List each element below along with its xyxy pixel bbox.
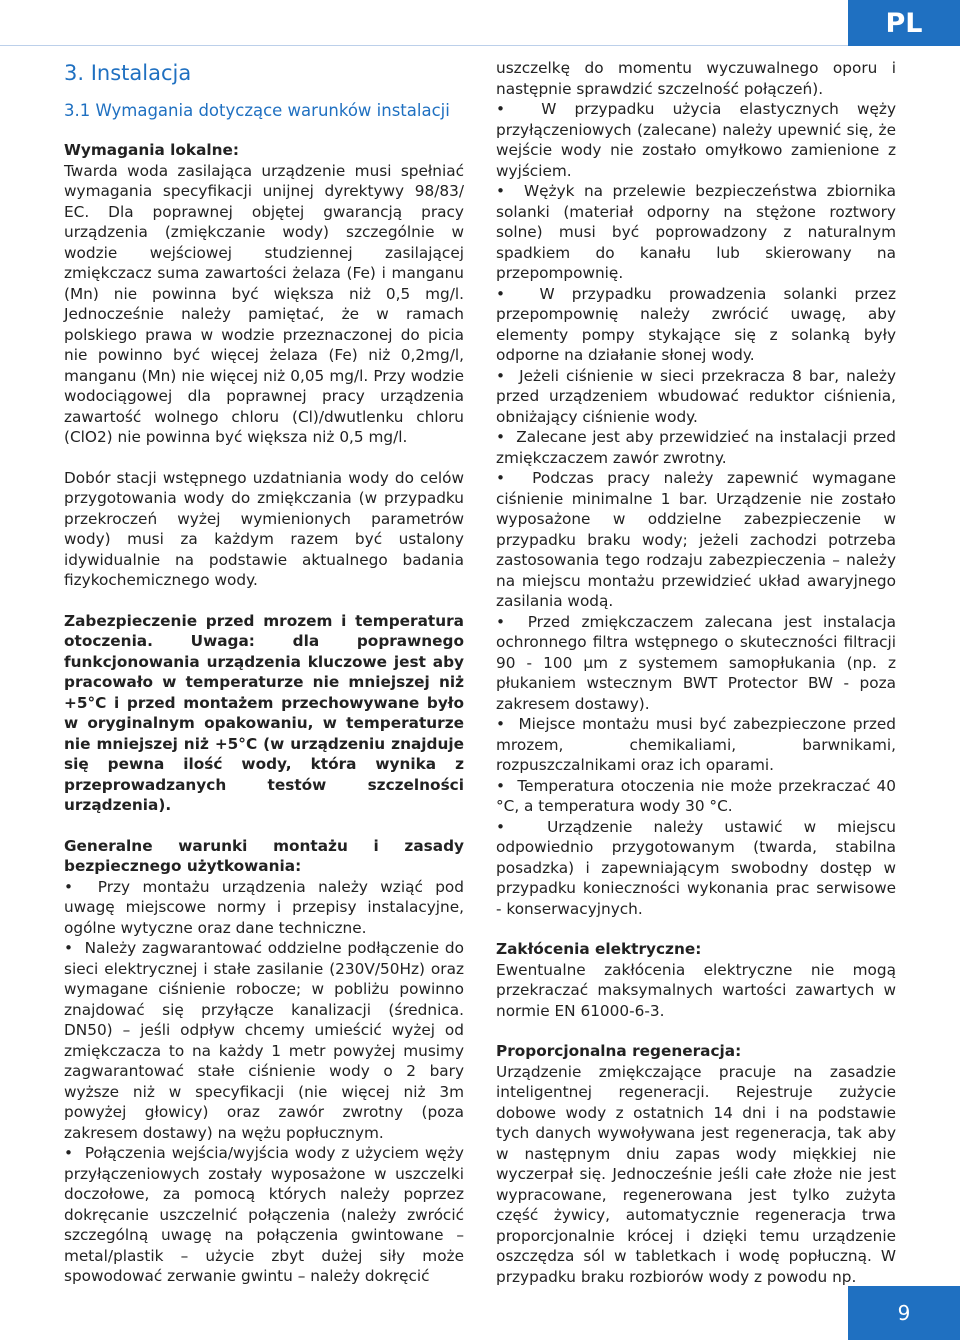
general-bullet: • Przy montażu urządzenia należy wziąć pod uwagę miejscowe normy i przepisy instalacyjne, ogólne wytyczne oraz dane techniczne.: [64, 877, 464, 939]
regeneration-text: Urządzenie zmiękczające pracuje na zasadzie inteligentnej regeneracji. Rejestruje zużycie dobowe wody z ostatnich 14 dni i na podstawie tych danych wywoływana jest regeneracja, tak aby w następnym dniu zapas wody miękkiej nie wyczerpał się. Jednocześnie jeśli całe złoże nie jest wypracowane, regenerowana jest tylko zużyta część żywicy, automatycznie regeneracja trwa proporcjonalnie krócej i dzięki temu urządzenie oszczędza sól w tabletkach i wodę popłuczną. W przypadku braku rozbiorów wody z powodu np.: [496, 1062, 896, 1286]
frost-protection-paragraph: Zabezpieczenie przed mrozem i temperatura otoczenia. Uwaga: dla poprawnego funkcjonowania urządzenia kluczowe jest aby pracowało w temperaturze nie mniejszej niż +5°C i przed montażem przechowywane było w oryginalnym opakowaniu, w temperaturze nie mniejszej niż +5°C (w urządzeniu znajduje się pewna ilość wody, która wynika z przeprowadzanych testów szczelności urządzenia).: [64, 611, 464, 814]
page-number: [848, 1286, 960, 1340]
continued-text: uszczelkę do momentu wyczuwalnego oporu i następnie sprawdzić szczelność połączeń).: [496, 59, 896, 98]
requirement-bullet: • W przypadku użycia elastycznych węży przyłączeniowych (zalecane) należy upewnić się, że wejście wody nie zostało omyłkowo zamienione z wyjściem.: [496, 99, 896, 181]
emc-title: Zakłócenia elektryczne:: [496, 940, 702, 958]
regeneration-title: Proporcjonalna regeneracja:: [496, 1042, 742, 1060]
requirement-bullet: • Przed zmiękczaczem zalecana jest instalacja ochronnego filtra wstępnego o skuteczności filtracji 90 - 100 µm z systemem samopłukania (np. z płukaniem wstecznym BWT Protector BW - poza zakresem dostawy).: [496, 612, 896, 715]
general-conditions-title: Generalne warunki montażu i zasady bezpiecznego użytkowania:: [64, 836, 464, 875]
requirement-bullet: • W przypadku prowadzenia solanki przez przepompownię należy zwrócić uwagę, aby elementy pompy stykające się z solanką były odporne na działanie słonej wody.: [496, 284, 896, 366]
subsection-heading: 3.1 Wymagania dotyczące warunków instalacji: [64, 101, 450, 120]
page-number-label: 9: [897, 1301, 911, 1325]
language-label: PL: [885, 7, 923, 39]
pretreatment-paragraph: Dobór stacji wstępnego uzdatniania wody do celów przygotowania wody do zmiękczania (w przypadku przekroczeń wyżej wymienionych parametrów wody) musi za każdym razem być ustalony idywidualnie na podstawie aktualnego badania fizykochemicznego wody.: [64, 468, 464, 589]
requirement-bullet: • Temperatura otoczenia nie może przekraczać 40 °C, a temperatura wody 30 °C.: [496, 776, 896, 817]
left-column: [64, 58, 464, 1287]
section-heading: 3. Instalacja: [64, 61, 192, 85]
requirement-bullet: • Zalecane jest aby przewidzieć na instalacji przed zmiękczaczem zawór zwrotny.: [496, 427, 896, 468]
requirement-bullet: • Miejsce montażu musi być zabezpieczone przed mrozem, chemikaliami, barwnikami, rozpuszczalnikami oraz ich oparami.: [496, 714, 896, 776]
local-requirements-title: Wymagania lokalne:: [64, 141, 240, 159]
header-rule: [0, 45, 848, 46]
requirement-bullet: • Urządzenie należy ustawić w miejscu odpowiednio przygotowanym (twarda, stabilna posadzka) i zapewniającym swobodny dostęp w przypadku konieczności wykonania prac serwisowe - konserwacyjnych.: [496, 817, 896, 920]
requirement-bullet: • Podczas pracy należy zapewnić wymagane ciśnienie minimalne 1 bar. Urządzenie nie zostało wyposażone w oddzielne zabezpieczenie w przypadku braku wody; jeżeli zachodzi potrzeba zastosowania tego rodzaju zabezpieczenia – należy na miejscu montażu przewidzieć układ awaryjnego zasilania wodą.: [496, 468, 896, 612]
requirement-bullet: • Wężyk na przelewie bezpieczeństwa zbiornika solanki (materiał odporny na stężone roztwory solne) musi być poprowadzony z naturalnym spadkiem do kanału lub skierowany na przepompownię.: [496, 181, 896, 284]
general-bullet: • Połączenia wejścia/wyjścia wody z użyciem węży przyłączeniowych zostały wyposażone w uszczelki doczołowe, za pomocą których należy poprzez dokręcanie uszczelnić połączenia (należy zwrócić szczególną uwagę na połączenia gwintowane – metal/plastik – użycie zbyt dużej siły może spowodować zerwanie gwintu – należy dokręcić: [64, 1143, 464, 1287]
right-column: [496, 58, 896, 1287]
emc-text: Ewentualne zakłócenia elektryczne nie mogą przekraczać maksymalnych wartości zawartych w normie EN 61000-6-3.: [496, 960, 896, 1020]
requirement-bullet: • Jeżeli ciśnienie w sieci przekracza 8 bar, należy przed urządzeniem wbudować reduktor ciśnienia, obniżający ciśnienie wody.: [496, 366, 896, 428]
local-requirements-text: Twarda woda zasilająca urządzenie musi spełniać wymagania specyfikacji unijnej dyrektywy 98/83/ EC. Dla poprawnej objętej gwarancją pracy urządzenia (zmiękczanie wody) szczególnie w wodzie wejściowej studziennej zasilającej zmiękczacz suma zawartości żelaza (Fe) i manganu (Mn) nie powinna być większa niż 0,5 mg/l. Jednocześnie należy pamiętać, że w ramach polskiego prawa w wodzie przeznaczonej do picia nie powinno być więcej żelaza (Fe) niż 0,2mg/l, manganu (Mn) nie więcej niż 0,05 mg/l. Przy wodzie wodociągowej dla poprawnej pracy urządzenia zawartość wolnego chloru (Cl)/dwutlenku chloru (ClO2) nie powinna być większa niż 0,5 mg/l.: [64, 161, 464, 446]
language-tab: [848, 0, 960, 46]
general-bullet: • Należy zagwarantować oddzielne podłączenie do sieci elektrycznej i stałe zasilanie (230V/50Hz) oraz wymagane ciśnienie robocze; w pobliżu powinno znajdować się przyłącze kanalizacji (średnica. DN50) – jeśli odpływ chcemy umieścić wyżej od zmiękczacza to na każdy 1 metr powyżej musimy zagwarantować stałe ciśnienie wody o 2 bary wyższe niż w specyfikacji (nie więcej niż 3m powyżej głowicy) oraz zawór zwrotny (poza zakresem dostawy) na wężu popłucznym.: [64, 938, 464, 1143]
